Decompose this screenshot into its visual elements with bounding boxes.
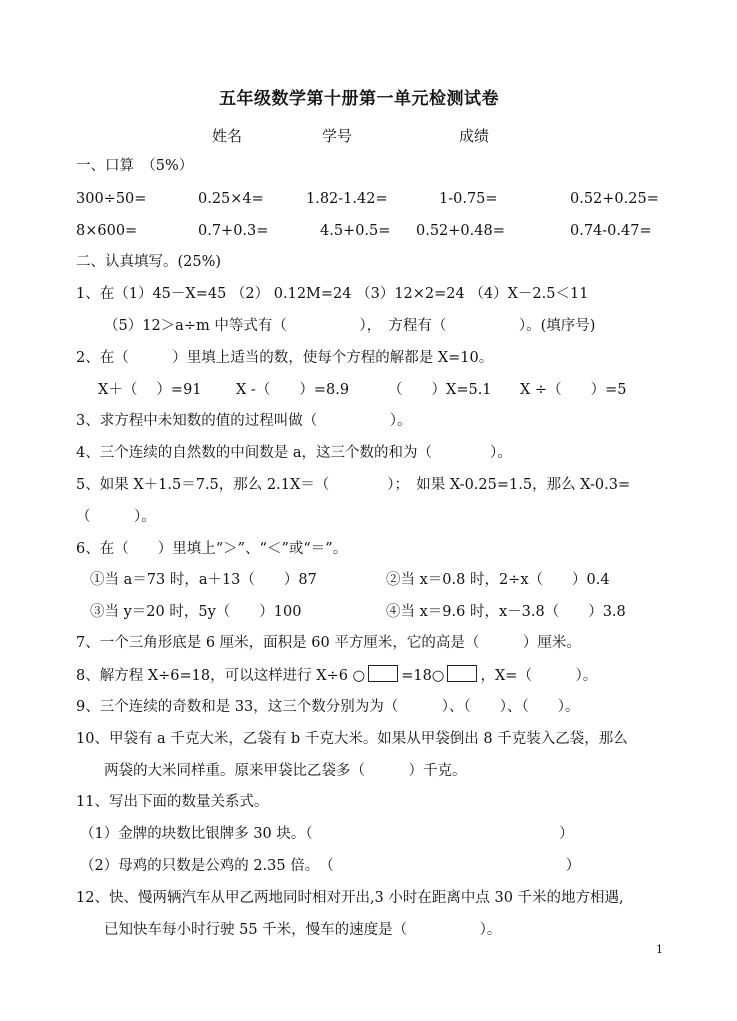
question-8-part3: ，X=（ ）。 — [480, 668, 598, 684]
question-1-line1: 1、在（1）45－X=45 （2） 0.12M=24 （3）12×2=24 （4）X－2.5＜11 — [76, 286, 589, 302]
question-12-line2: 已知快车每小时行驶 55 千米，慢车的速度是（ ）。 — [104, 922, 502, 938]
section1-heading: 一、口算 （5%） — [76, 158, 194, 174]
oral-calc-item: 8×600= — [76, 223, 138, 239]
header-name-label: 姓名 — [212, 127, 243, 145]
question-8-part1: 8、解方程 X÷6=18，可以这样进行 X÷6 ○ — [76, 668, 366, 684]
oral-calc-item: 1-0.75= — [439, 191, 498, 207]
answer-box — [368, 665, 398, 682]
question-6-heading: 6、在（ ）里填上“＞”、“＜”或“＝”。 — [76, 541, 348, 557]
oral-calc-item: 4.5+0.5= — [320, 223, 391, 239]
question-11-heading: 11、写出下面的数量关系式。 — [76, 794, 269, 810]
question-2-equation: （ ）X=5.1 — [388, 382, 492, 398]
oral-calc-item: 0.52+0.25= — [570, 191, 659, 207]
oral-calc-item: 0.7+0.3= — [198, 223, 269, 239]
question-5-line2: （ ）。 — [76, 509, 156, 525]
section2-heading: 二、认真填写。(25%) — [76, 254, 222, 270]
question-9: 9、三个连续的奇数和是 33，这三个数分别为为（ ）、（ ）、（ ）。 — [76, 699, 580, 715]
question-6-item: ①当 a＝73 时，a＋13（ ）87 — [90, 572, 317, 588]
question-12-line1: 12、快、慢两辆汽车从甲乙两地同时相对开出,3 小时在距离中点 30 千米的地方相遇, — [76, 890, 624, 906]
question-6-item: ③当 y＝20 时，5y（ ）100 — [90, 604, 302, 620]
answer-box — [447, 665, 477, 682]
question-11-item: （1）金牌的块数比银牌多 30 块。（ ） — [80, 826, 574, 842]
question-8-part2: =18○ — [401, 668, 445, 684]
question-6-item: ②当 x＝0.8 时，2÷x（ ）0.4 — [386, 572, 610, 588]
question-4: 4、三个连续的自然数的中间数是 a，这三个数的和为（ ）。 — [76, 445, 512, 461]
question-2-equation: X ÷（ ）=5 — [520, 382, 627, 398]
question-2-equation: X＋（ ）=91 — [98, 382, 202, 398]
oral-calc-item: 0.74-0.47= — [570, 223, 652, 239]
question-10-line2: 两袋的大米同样重。原来甲袋比乙袋多（ ）千克。 — [104, 763, 467, 779]
oral-calc-item: 0.52+0.48= — [416, 223, 505, 239]
header-id-label: 学号 — [322, 127, 353, 145]
oral-calc-item: 0.25×4= — [198, 191, 264, 207]
question-3: 3、求方程中未知数的值的过程叫做（ ）。 — [76, 413, 412, 429]
question-2-equation: X -（ ）=8.9 — [236, 382, 350, 398]
oral-calc-item: 300÷50= — [76, 191, 147, 207]
question-5-line1: 5、如果 X＋1.5＝7.5，那么 2.1X＝（ ）； 如果 X-0.25=1.5，那么 X-0.3= — [76, 477, 631, 493]
header-score-label: 成绩 — [459, 127, 490, 145]
question-11-item: （2）母鸡的只数是公鸡的 2.35 倍。 （ ） — [80, 858, 581, 874]
oral-calc-item: 1.82-1.42= — [306, 191, 388, 207]
page-number: 1 — [656, 943, 663, 956]
page-title: 五年级数学第十册第一单元检测试卷 — [219, 89, 499, 109]
question-10-line1: 10、甲袋有 a 千克大米，乙袋有 b 千克大米。如果从甲袋倒出 8 千克装入乙袋，那么 — [76, 731, 628, 747]
question-2-line1: 2、在（ ）里填上适当的数，使每个方程的解都是 X=10。 — [76, 350, 494, 366]
question-1-line2: （5）12＞a÷m 中等式有（ ）， 方程有（ ）。(填序号) — [104, 318, 596, 334]
question-8 — [76, 665, 597, 686]
question-6-item: ④当 x＝9.6 时，x－3.8（ ）3.8 — [386, 604, 626, 620]
question-7: 7、一个三角形底是 6 厘米，面积是 60 平方厘米，它的高是（ ）厘米。 — [76, 635, 581, 651]
